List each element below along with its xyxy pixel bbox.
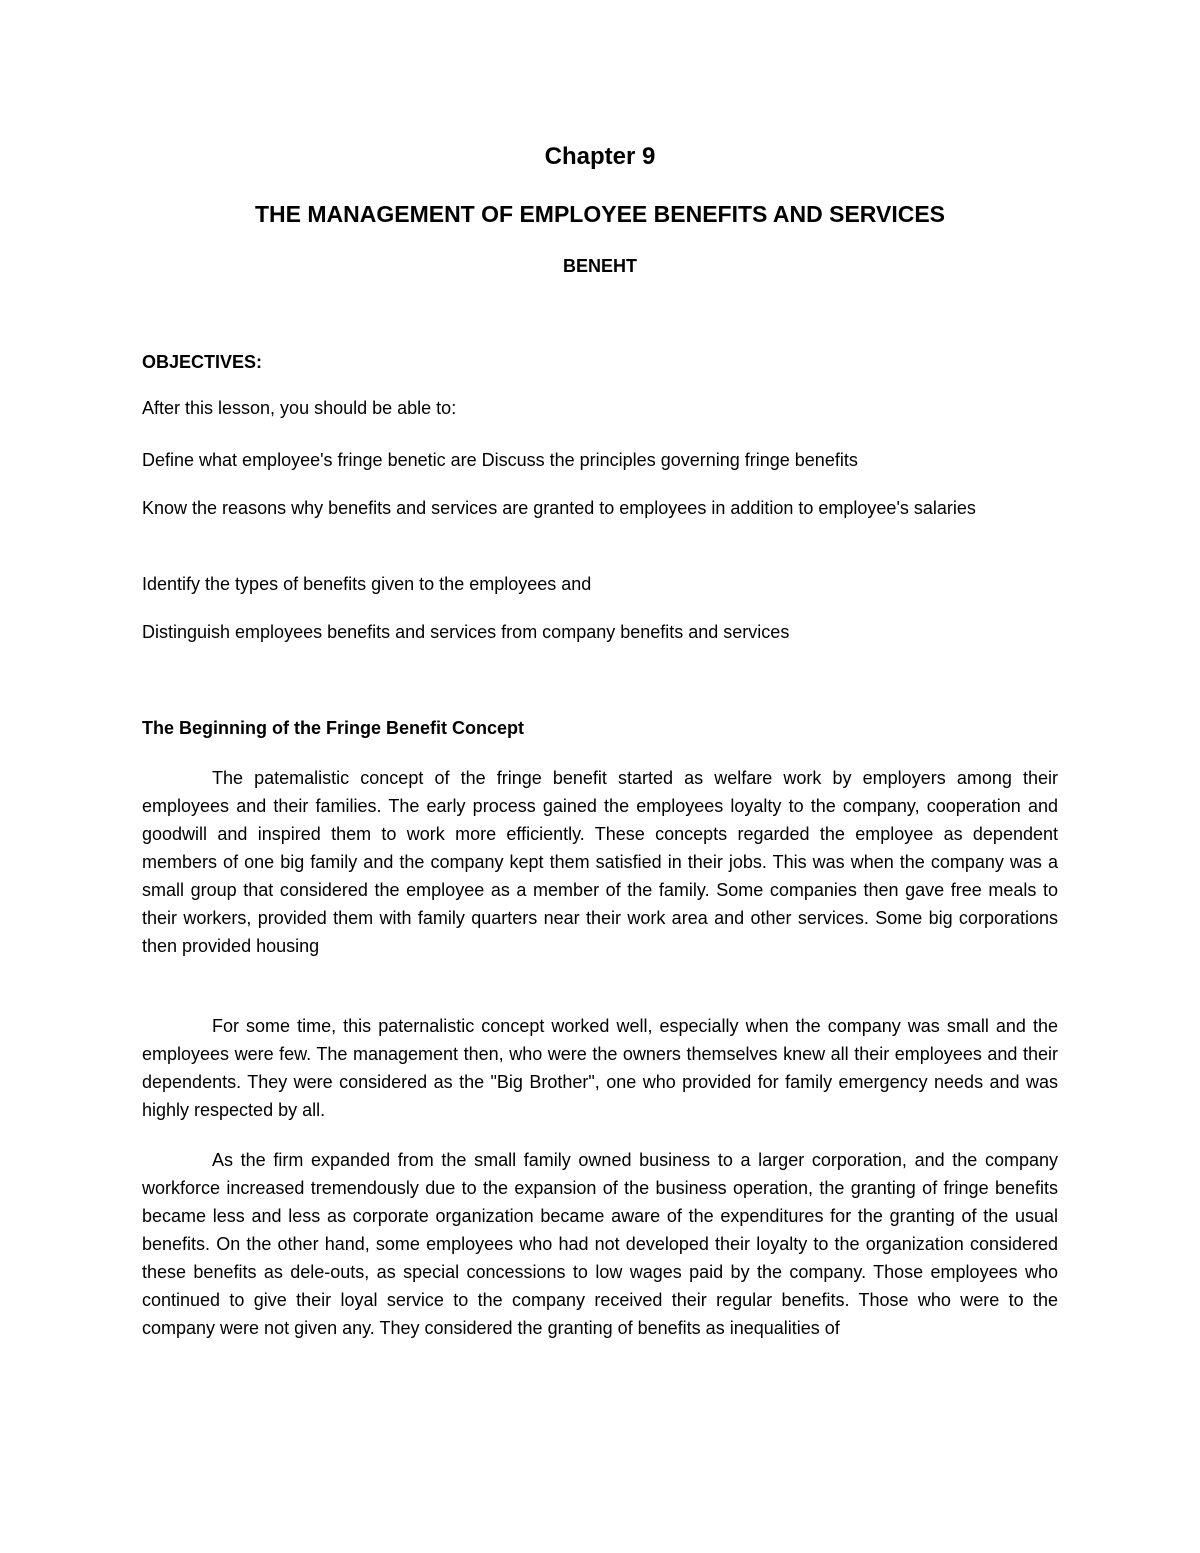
- objective-item-2: Know the reasons why benefits and services are granted to employees in addition to employee's salaries: [142, 498, 976, 518]
- objective-item-3: Identify the types of benefits given to the employees and: [142, 574, 592, 594]
- section-heading: The Beginning of the Fringe Benefit Concept: [142, 718, 524, 738]
- paragraph-2: For some time, this paternalistic concept worked well, especially when the company was small and the employees were few. The management then, who were the owners themselves knew all their employees and their dependents. They were considered as the "Big Brother", one who provided for family emergency needs and was highly respected by all.: [142, 1016, 1058, 1120]
- objectives-intro: After this lesson, you should be able to:: [142, 398, 457, 418]
- objective-item-4: Distinguish employees benefits and services from company benefits and services: [142, 622, 790, 642]
- chapter-subtitle: BENEHT: [562, 256, 637, 276]
- chapter-title: THE MANAGEMENT OF EMPLOYEE BENEFITS AND SERVICES: [254, 201, 946, 227]
- objectives-heading: OBJECTIVES:: [142, 352, 263, 372]
- paragraph-1: The patemalistic concept of the fringe benefit started as welfare work by employers among their employees and their families. The early process gained the employees loyalty to the company, cooperation and goodwill and inspired them to work more efficiently. These concepts regarded the employee as dependent members of one big family and the company kept them satisfied in their jobs. This was when the company was a small group that considered the employee as a member of the family. Some companies then gave free meals to their workers, provided them with family quarters near their work area and other services. Some big corporations then provided housing: [142, 768, 1058, 956]
- objective-item-1: Define what employee's fringe benetic are Discuss the principles governing fringe benefits: [142, 450, 858, 470]
- chapter-number: Chapter 9: [544, 143, 656, 170]
- paragraph-3: As the firm expanded from the small family owned business to a larger corporation, and the company workforce increased tremendously due to the expansion of the business operation, the granting of fringe benefits became less and less as corporate organization became aware of the expenditures for the granting of the usual benefits. On the other hand, some employees who had not developed their loyalty to the organization considered these benefits as dele-outs, as special concessions to low wages paid by the company. Those employees who continued to give their loyal service to the company received their regular benefits. Those who were to the company were not given any. They considered the granting of benefits as inequalities of: [142, 1150, 1058, 1338]
